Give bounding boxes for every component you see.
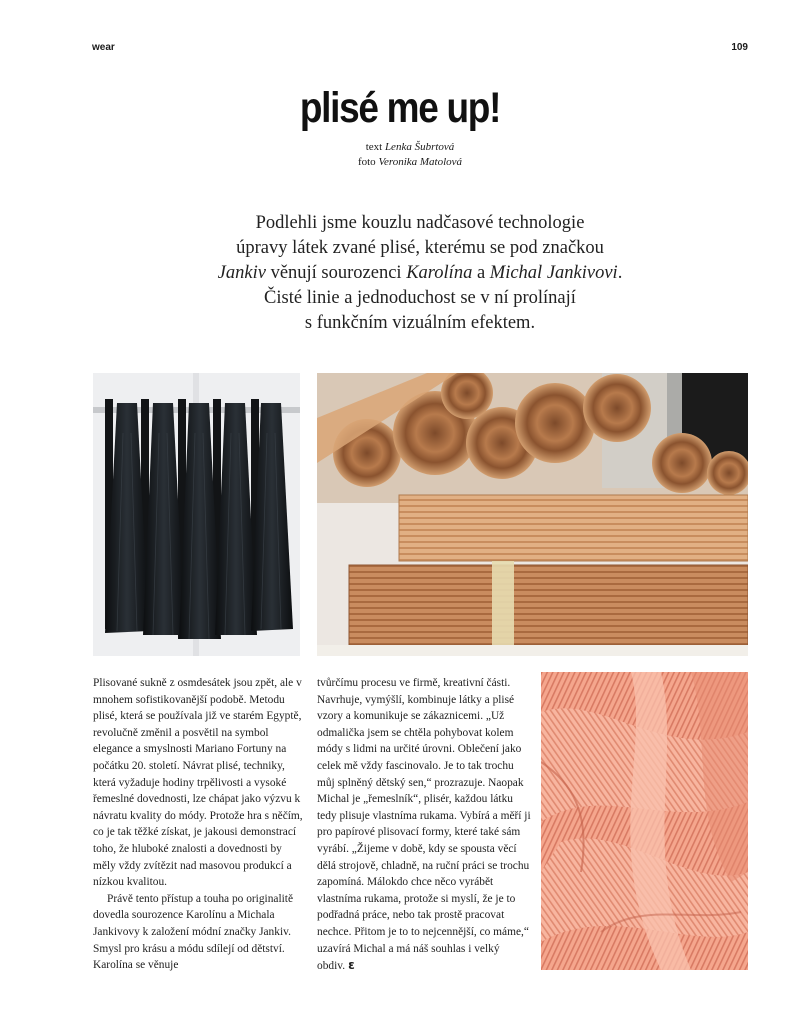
text-credit-label: text bbox=[365, 141, 383, 153]
lead-line: Podlehli jsme kouzlu nadčasové technologie bbox=[255, 213, 585, 233]
photo-credit bbox=[0, 155, 800, 170]
body-column-2 bbox=[317, 675, 531, 975]
page-number: 109 bbox=[731, 42, 748, 53]
lead-name: Karolína bbox=[406, 263, 473, 283]
section-label: wear bbox=[92, 42, 115, 53]
lead-text: věnují sourozenci bbox=[265, 263, 407, 283]
photo-credit-label: foto bbox=[357, 156, 376, 168]
body-text: tvůrčímu procesu ve firmě, kreativní části. Navrhuje, vymýšlí, kombinuje látky a plisé vzory a komunikuje se zákaznicemi. „Už odmalička jsem se chtěla pohybovat kolem módy s lidmi na určité úrovni. Oblečení jako celek mě vždy fascinovalo. Je to tak trochu můj splněný dětský sen,“ prozrazuje. Naopak Michal je „řemeslník“, plisér, každou látku tedy plisuje vlastníma rukama. Vybírá a měří ji pro papírové plisovací formy, které také sám vyrábí. „Žijeme v době, kdy se spousta věcí dělá strojově, chladně, na ruční práci se trochu zapomíná. Málokdo chce něco vyrábět vlastníma rukama, protože si myslí, že je to podřadná práce, nebo tak prostě pracovat nechce. Přitom je to to nejcennější, co máme,“ uzavírá Michal a má náš souhlas i velký obdiv. bbox=[317, 677, 531, 973]
article-title: plisé me up! bbox=[299, 84, 501, 132]
lead-line: s funkčním vizuálním efektem. bbox=[304, 313, 536, 333]
lead-brand: Jankiv bbox=[217, 263, 266, 283]
article-credits bbox=[0, 140, 800, 170]
body-paragraph bbox=[317, 675, 531, 975]
lead-text: . bbox=[617, 263, 623, 283]
text-credit bbox=[0, 140, 800, 155]
lead-line: Čisté linie a jednoduchost se v ní prolínají bbox=[264, 288, 576, 308]
photo-pleated-skirts bbox=[93, 373, 300, 656]
body-paragraph: Plisované sukně z osmdesátek jsou zpět, ale v mnohem sofistikovanější podobě. Metodu plisé, která se používala již ve starém Egyptě, revolučně změnil a posvětil na symbol elegance a smyslnosti Mariano Fortuny na počátku 20. století. Návrat plisé, techniky, která vyžaduje hodiny trpělivosti a vysoké řemeslné dovednosti, lze chápat jako výzvu k návratu kvality do módy. Protože hra s něčím, co je tak těžké získat, je jakousi demonstrací toho, že hluboké znalosti a dovednosti by měly vždy zvítězit nad masovou produkcí a nízkou kvalitou. bbox=[93, 677, 303, 889]
body-column-1 bbox=[93, 675, 305, 974]
photo-pleating-forms bbox=[317, 373, 748, 656]
text-credit-author: Lenka Šubrtová bbox=[384, 141, 455, 153]
lead-paragraph bbox=[200, 211, 640, 336]
lead-name: Michal Jankivovi bbox=[489, 263, 618, 283]
lead-text: a bbox=[472, 263, 490, 283]
lead-line: úpravy látek zvané plisé, kterému se pod značkou bbox=[236, 238, 604, 258]
photo-pink-pleated-fabric bbox=[541, 672, 748, 970]
photo-credit-author: Veronika Matolová bbox=[378, 156, 463, 168]
body-paragraph: Právě tento přístup a touha po originalitě dovedla sourozence Karolínu a Michala Jankivovy k založení módní značky Jankiv. Smysl pro krásu a módu sdílejí od dětství. Karolína se věnuje bbox=[93, 892, 294, 972]
end-mark: ε bbox=[348, 958, 355, 973]
